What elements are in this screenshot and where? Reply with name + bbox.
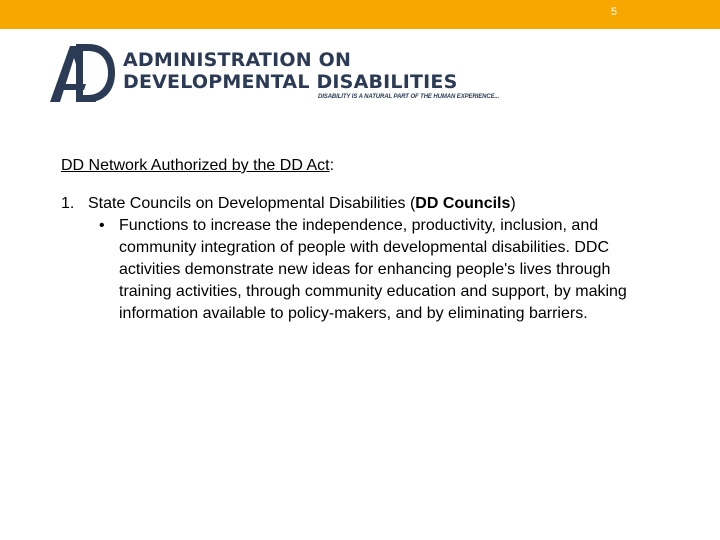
add-monogram-icon [48,42,116,104]
logo-title-line2: DEVELOPMENTAL DISABILITIES [123,71,458,93]
item-prefix: State Councils on Developmental Disabilities ( [88,195,416,212]
sub-list-item [99,215,681,325]
list-item [61,193,681,215]
list-item-number: 1. [61,195,75,212]
header-bar [0,0,720,29]
sub-item-text: Functions to increase the independence, productivity, inclusion, and community integration of people with developmental disabilities. DDC activities demonstrate new ideas for enhancing people's lives through training activities, through community education and support, by making information available to policy-makers, and by eliminating barriers. [119,217,627,322]
section-heading [61,155,681,177]
add-logo [48,40,528,110]
numbered-list [61,193,681,325]
bullet-icon: • [99,217,105,234]
slide-body [61,155,681,325]
heading-colon: : [329,157,335,174]
heading-text: DD Network Authorized by the DD Act [61,157,330,174]
logo-title-line1: ADMINISTRATION ON [123,49,352,71]
item-bold-term: DD Councils [415,195,511,212]
list-item-text [88,193,516,215]
slide-number: 5 [610,6,617,18]
item-suffix: ) [510,195,516,212]
logo-tagline: DISABILITY IS A NATURAL PART OF THE HUMAN EXPERIENCE... [318,94,500,100]
